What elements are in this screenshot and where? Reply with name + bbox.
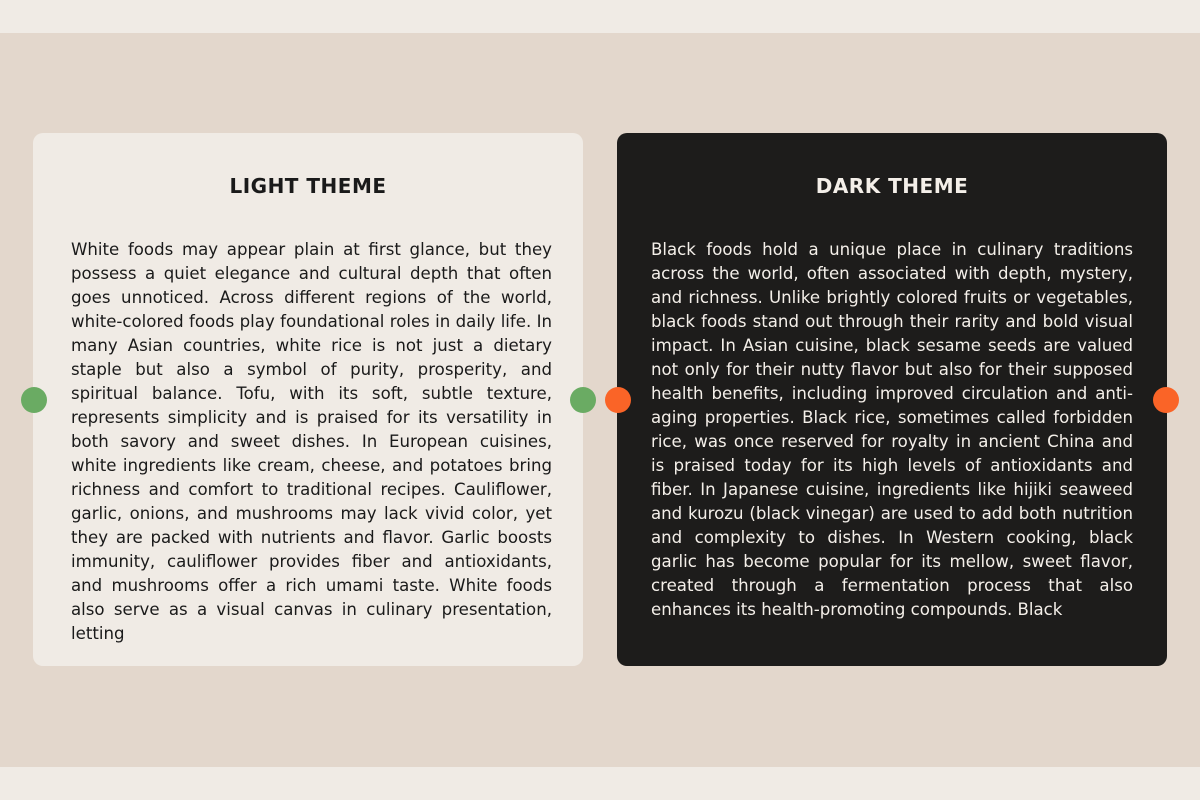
light-card-right-handle[interactable]: [570, 387, 596, 413]
light-card-title: LIGHT THEME: [229, 174, 387, 198]
dark-theme-card: [617, 133, 1167, 666]
dark-card-left-handle[interactable]: [605, 387, 631, 413]
dark-card-title: DARK THEME: [815, 174, 969, 198]
dark-card-right-handle[interactable]: [1153, 387, 1179, 413]
light-card-left-handle[interactable]: [21, 387, 47, 413]
light-theme-card: [33, 133, 583, 666]
dark-card-body: Black foods hold a unique place in culinary traditions across the world, often associated with depth, mystery, and richness. Unlike brightly colored fruits or vegetables, black foods stand out through their rarity and bold visual impact. In Asian cuisine, black sesame seeds are valued not only for their nutty flavor but also for their supposed health benefits, including improved circulation and anti-aging properties. Black rice, sometimes called forbidden rice, was once reserved for royalty in ancient China and is praised today for its high levels of antioxidants and fiber. In Japanese cuisine, ingredients like hijiki seaweed and kurozu (black vinegar) are used to add both nutrition and complexity to dishes. In Western cooking, black garlic has become popular for its mellow, sweet flavor, created through a fermentation process that also enhances its health-promoting compounds. Black: [651, 240, 1133, 619]
light-card-body: White foods may appear plain at first glance, but they possess a quiet elegance and cultural depth that often goes unnoticed. Across different regions of the world, white-colored foods play foundational roles in daily life. In many Asian countries, white rice is not just a dietary staple but also a symbol of purity, prosperity, and spiritual balance. Tofu, with its soft, subtle texture, represents simplicity and is praised for its versatility in both savory and sweet dishes. In European cuisines, white ingredients like cream, cheese, and potatoes bring richness and comfort to traditional recipes. Cauliflower, garlic, onions, and mushrooms may lack vivid color, yet they are packed with nutrients and flavor. Garlic boosts immunity, cauliflower provides fiber and antioxidants, and mushrooms offer a rich umami taste. White foods also serve as a visual canvas in culinary presentation, letting: [71, 240, 552, 643]
